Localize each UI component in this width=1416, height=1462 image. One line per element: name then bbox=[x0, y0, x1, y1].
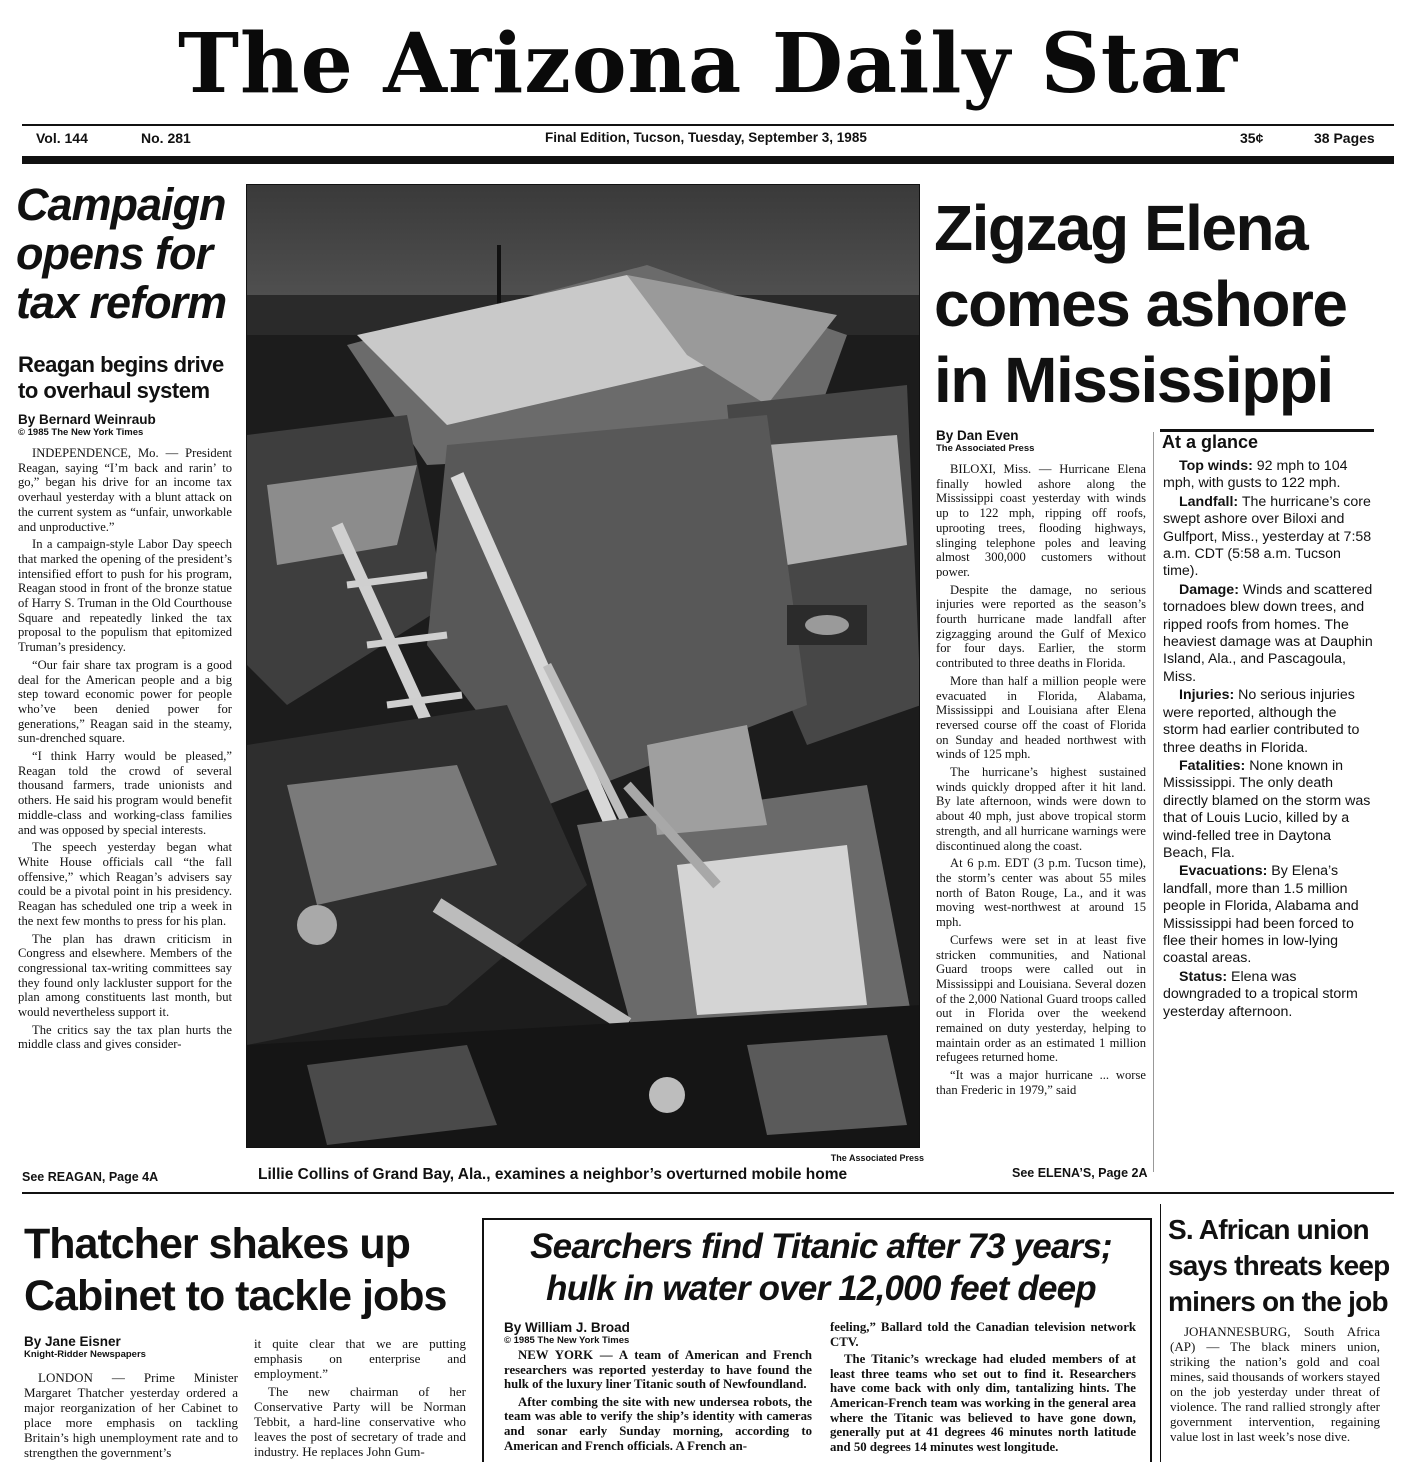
elena-paragraph: Curfews were set in at least five stricken communities, and National Guard troops were called out in Mississippi and Louisiana. Several dozen of the 2,000 National Guard troops called out in Florida over the weekend remained on duty yesterday, helping to maintain order as an estimated 1 million refugees returned home. bbox=[936, 932, 1146, 1065]
glance-item bbox=[1163, 758, 1373, 862]
titanic-byline: By William J. Broad bbox=[504, 1320, 630, 1335]
campaign-credit: © 1985 The New York Times bbox=[18, 427, 144, 438]
glance-item bbox=[1163, 687, 1373, 757]
glance-label: Status: bbox=[1179, 968, 1228, 985]
titanic-byline-block bbox=[504, 1320, 764, 1346]
glance-text: None known in Mississippi. The only death directly blamed on the storm was that of Louis Lucio, killed by a wind-felled tree in Daytona Beach, Fla. bbox=[1163, 757, 1371, 861]
section-divider bbox=[22, 1192, 1394, 1194]
volume-label: Vol. 144 bbox=[36, 130, 88, 146]
glance-text: 92 mph to 104 mph, with gusts to 122 mph. bbox=[1163, 458, 1348, 492]
thatcher-column-2 bbox=[254, 1336, 466, 1462]
titanic-column-1 bbox=[504, 1348, 812, 1462]
campaign-paragraph: INDEPENDENCE, Mo. — President Reagan, saying “I’m back and rarin’ to go,” began his drive for an income tax overhaul yesterday with a blunt attack on the current system as “unfair, unworkable and unproductive.” bbox=[18, 446, 232, 534]
elena-paragraph: “It was a major hurricane ... worse than Frederic in 1979,” said bbox=[936, 1068, 1146, 1097]
thatcher-paragraph: it quite clear that we are putting emphasis on enterprise and employment.” bbox=[254, 1336, 466, 1381]
photo-credit: The Associated Press bbox=[830, 1153, 924, 1163]
campaign-paragraph: The critics say the tax plan hurts the middle class and gives consider- bbox=[18, 1022, 232, 1052]
campaign-subhead: Reagan begins drive to overhaul system bbox=[18, 352, 224, 403]
titanic-paragraph: After combing the site with new undersea robots, the team was able to verify the ship’s identity with cameras and sonar early Sunday morning, according to American and French officials. A French an- bbox=[504, 1394, 812, 1453]
masthead-title: The Arizona Daily Star bbox=[177, 16, 1239, 112]
union-body bbox=[1170, 1324, 1380, 1462]
titanic-headline: Searchers find Titanic after 73 years; hulk in water over 12,000 feet deep bbox=[530, 1227, 1112, 1308]
glance-divider bbox=[1153, 432, 1154, 1172]
thatcher-paragraph: LONDON — Prime Minister Margaret Thatcher yesterday ordered a major reorganization of her Cabinet to place more emphasis on tackling Britain’s high unemployment rate and to strengthen the government’s bbox=[24, 1370, 238, 1460]
elena-credit: The Associated Press bbox=[936, 443, 1035, 454]
campaign-paragraph: In a campaign-style Labor Day speech that marked the opening of the president’s intensified effort to push for his program, Reagan stood in front of the bronze statue of Harry S. Truman in the Old Courthouse Square and repeatedly linked the tax proposal to the populism that epitomized Truman’s presidency. bbox=[18, 537, 232, 655]
glance-item bbox=[1163, 494, 1373, 581]
union-divider bbox=[1160, 1204, 1161, 1462]
union-headline: S. African union says threats keep miners on the job bbox=[1168, 1214, 1390, 1317]
titanic-paragraph: The Titanic’s wreckage had eluded members of at least three teams who set out to find it. Researchers have come back with only dim, tantalizing hints. The American-French team was working in the general area where the Titanic was believed to have gone down, generally put at 41 degrees 46 minutes north latitude and 50 degrees 14 minutes west longitude. bbox=[830, 1352, 1136, 1454]
glance-label: Evacuations: bbox=[1179, 863, 1268, 880]
glance-label: Top winds: bbox=[1179, 458, 1253, 474]
elena-paragraph: More than half a million people were evacuated in Florida, Alabama, Mississippi and Louisiana after Elena reversed course off the coast of Florida on Sunday and headed northwest with winds of 125 mph. bbox=[936, 673, 1146, 762]
glance-body bbox=[1163, 458, 1373, 1178]
glance-text: By Elena’s landfall, more than 1.5 million people in Florida, Alabama and Mississippi had been forced to flee their homes in low-lying coastal areas. bbox=[1163, 863, 1359, 967]
elena-body bbox=[936, 462, 1146, 1162]
campaign-byline: By Bernard Weinraub bbox=[18, 412, 156, 427]
campaign-paragraph: The speech yesterday began what White House officials call “the fall offensive,” which Reagan’s advisers say could be a pivotal point in his presidency. Reagan has scheduled one trip a week in the next few months to press for his plan. bbox=[18, 840, 232, 928]
thatcher-credit: Knight-Ridder Newspapers bbox=[24, 1349, 146, 1360]
glance-label: Fatalities: bbox=[1179, 757, 1246, 774]
masthead-rule-top bbox=[22, 124, 1394, 126]
glance-text: Elena was downgraded to a tropical storm yesterday afternoon. bbox=[1163, 968, 1358, 1020]
campaign-jump: See REAGAN, Page 4A bbox=[22, 1170, 159, 1184]
masthead-rule-bottom bbox=[22, 156, 1394, 164]
glance-item bbox=[1163, 458, 1373, 493]
elena-paragraph: The hurricane’s highest sustained winds quickly dropped after it hit land. By late afternoon, winds were down to about 40 mph, just above tropical storm strength, and all hurricane warnings were discontinued along the coast. bbox=[936, 765, 1146, 853]
campaign-body bbox=[18, 446, 232, 1158]
elena-jump: See ELENA’S, Page 2A bbox=[1012, 1166, 1148, 1180]
campaign-headline: Campaign opens for tax reform bbox=[16, 179, 227, 328]
elena-paragraph: Despite the damage, no serious injuries were reported as the season’s fourth hurricane made landfall after zigzagging around the Gulf of Mexico for four days. Earlier, the storm contributed to three deaths in Florida. bbox=[936, 582, 1146, 671]
hurricane-damage-photo bbox=[246, 184, 920, 1148]
wreckage-illustration bbox=[247, 185, 920, 1148]
titanic-credit: © 1985 The New York Times bbox=[504, 1335, 630, 1346]
page-count: 38 Pages bbox=[1314, 130, 1375, 146]
glance-item bbox=[1163, 863, 1373, 967]
campaign-paragraph: The plan has drawn criticism in Congress and elsewhere. Members of the congressional tax-writing committees say they found only lackluster support for the plan among constituents last month, but would nevertheless support it. bbox=[18, 931, 232, 1020]
elena-byline: By Dan Even bbox=[936, 428, 1019, 443]
thatcher-headline: Thatcher shakes up Cabinet to tackle jobs bbox=[24, 1220, 447, 1320]
issue-number: No. 281 bbox=[141, 130, 191, 146]
titanic-column-2 bbox=[830, 1320, 1136, 1462]
glance-title: At a glance bbox=[1162, 432, 1259, 452]
titanic-paragraph: feeling,” Ballard told the Canadian television network CTV. bbox=[830, 1320, 1136, 1349]
glance-label: Damage: bbox=[1179, 581, 1239, 598]
campaign-paragraph: “I think Harry would be pleased,” Reagan told the crowd of several thousand farmers, trade unionists and others. He said his program would benefit middle-class and working-class families and was opposed by special interests. bbox=[18, 749, 232, 837]
glance-label: Landfall: bbox=[1179, 493, 1239, 510]
thatcher-byline-block bbox=[24, 1334, 244, 1360]
thatcher-paragraph: The new chairman of her Conservative Party will be Norman Tebbit, a hard-line conservative who leaves the post of secretary of trade and industry. He replaces John Gum- bbox=[254, 1384, 466, 1459]
elena-byline-block bbox=[936, 428, 1156, 454]
photo-caption: Lillie Collins of Grand Bay, Ala., examines a neighbor’s overturned mobile home bbox=[258, 1166, 848, 1183]
glance-text: Winds and scattered tornadoes blew down trees, and ripped roofs from homes. The heaviest damage was at Dauphin Island, Ala., and Pascagoula, Miss. bbox=[1163, 581, 1373, 685]
glance-item bbox=[1163, 969, 1373, 1021]
glance-text: No serious injuries were reported, although the storm had earlier contributed to three deaths in Florida. bbox=[1163, 687, 1360, 756]
campaign-paragraph: “Our fair share tax program is a good deal for the American people and a big step toward economic power for people who’ve been denied power for generations,” Reagan said in the steamy, sun-drenched square. bbox=[18, 657, 232, 746]
union-paragraph: JOHANNESBURG, South Africa (AP) — The black miners union, striking the nation’s gold and coal mines, said thousands of workers stayed on the job yesterday under threat of violence. The rand rallied strongly after government intervention, regaining value lost in last week’s nose dive. bbox=[1170, 1324, 1380, 1444]
glance-text: The hurricane’s core swept ashore over Biloxi and Gulfport, Miss., yesterday at 7:58 a.m. CDT (5:58 a.m. Tucson time). bbox=[1163, 493, 1372, 580]
elena-paragraph: At 6 p.m. EDT (3 p.m. Tucson time), the storm’s center was about 55 miles north of Baton Rouge, La., and it was moving west-northwest at around 15 mph. bbox=[936, 856, 1146, 930]
elena-paragraph: BILOXI, Miss. — Hurricane Elena finally howled ashore along the Mississippi coast yesterday with winds up to 122 mph, ripping off roofs, uprooting trees, flooding highways, slinging telephone poles and leaving almost 300,000 customers without power. bbox=[936, 462, 1146, 579]
edition-line: Final Edition, Tucson, Tuesday, September 3, 1985 bbox=[545, 130, 867, 145]
glance-label: Injuries: bbox=[1179, 687, 1235, 704]
thatcher-byline: By Jane Eisner bbox=[24, 1334, 121, 1349]
campaign-byline-block bbox=[18, 412, 238, 438]
price-label: 35¢ bbox=[1240, 130, 1264, 146]
titanic-paragraph: NEW YORK — A team of American and French researchers was reported yesterday to have found the hulk of the luxury liner Titanic south of Newfoundland. bbox=[504, 1348, 812, 1392]
glance-item bbox=[1163, 582, 1373, 686]
elena-headline: Zigzag Elena comes ashore in Mississippi bbox=[934, 192, 1347, 416]
thatcher-column-1 bbox=[24, 1370, 238, 1462]
